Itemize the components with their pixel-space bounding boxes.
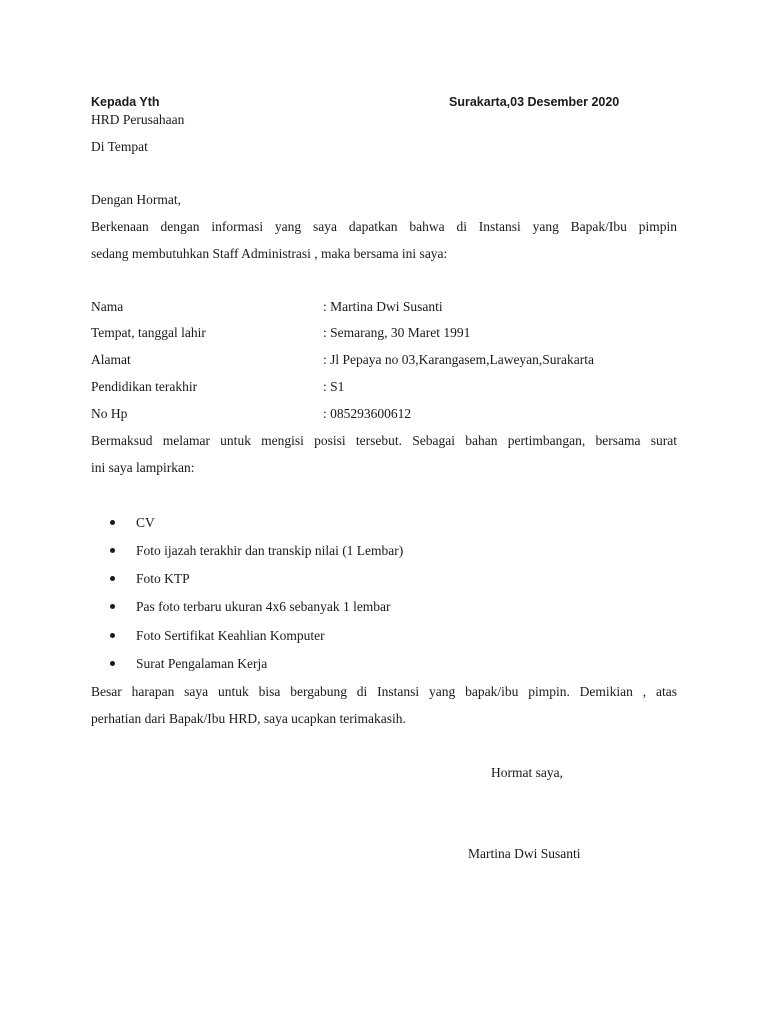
bullet-icon xyxy=(110,604,115,609)
bullet-icon xyxy=(110,576,115,581)
detail-label-pendidikan: Pendidikan terakhir xyxy=(91,379,198,394)
detail-value-ttl: : Semarang, 30 Maret 1991 xyxy=(323,325,471,340)
recipient: HRD Perusahaan xyxy=(91,112,185,127)
detail-label-nama: Nama xyxy=(91,299,124,314)
recipient-location: Di Tempat xyxy=(91,139,148,154)
closing-line-1: Besar harapan saya untuk bisa bergabung di Instansi yang bapak/ibu pimpin. Demikian , atas xyxy=(91,684,677,699)
closing-line-2: perhatian dari Bapak/Ibu HRD, saya ucapkan terimakasih. xyxy=(91,711,406,726)
place-date: Surakarta,03 Desember 2020 xyxy=(449,95,620,109)
bullet-icon xyxy=(110,661,115,666)
letter-page: Kepada Yth Surakarta,03 Desember 2020 HRD Perusahaan Di Tempat Dengan Hormat, Berkenaan dengan informasi yang saya dapatkan bahwa di Instansi yang Bapak/Ibu pimpin sedang membutuhkan Staff Administrasi , maka bersama ini saya: Nama : Martina Dwi Susanti Tempat, tanggal lahir : Semarang, 30 Maret 1991 Alamat : Jl Pepaya no 03,Karangasem,Laweyan,Surakarta Pendidikan terakhir : S1 No Hp : 085293600612 Bermaksud melamar untuk mengisi posisi tersebut. Sebagai bahan pertimbangan, bersama surat ini saya lampirkan: CV Foto ijazah terakhir dan transkip nilai (1 Lembar) Foto KTP Pas foto terbaru ukuran 4x6 sebanyak 1 lembar Foto Sertifikat Keahlian Komputer Surat Pengalaman Kerja Besar harapan saya untuk bisa bergabung di Instansi yang bapak/ibu pimpin. Demikian , atas perhatian dari Bapak/Ibu HRD, saya ucapkan terimakasih. Hormat saya, Martina Dwi Susanti xyxy=(91,95,677,861)
signature-salutation: Hormat saya, xyxy=(491,765,563,780)
intro-line-2: sedang membutuhkan Staff Administrasi , maka bersama ini saya: xyxy=(91,246,448,261)
purpose-line-2: ini saya lampirkan: xyxy=(91,460,195,475)
bullet-icon xyxy=(110,520,115,525)
detail-label-nohp: No Hp xyxy=(91,406,128,421)
bullet-icon xyxy=(110,633,115,638)
detail-label-alamat: Alamat xyxy=(91,352,131,367)
greeting: Dengan Hormat, xyxy=(91,192,181,207)
detail-value-nama: : Martina Dwi Susanti xyxy=(323,299,443,314)
recipient-label: Kepada Yth xyxy=(91,95,160,109)
intro-line-1: Berkenaan dengan informasi yang saya dapatkan bahwa di Instansi yang Bapak/Ibu pimpin xyxy=(91,219,677,234)
purpose-line-1: Bermaksud melamar untuk mengisi posisi tersebut. Sebagai bahan pertimbangan, bersama surat xyxy=(91,433,677,448)
detail-value-nohp: : 085293600612 xyxy=(323,406,412,421)
detail-value-alamat: : Jl Pepaya no 03,Karangasem,Laweyan,Surakarta xyxy=(323,352,595,367)
detail-label-ttl: Tempat, tanggal lahir xyxy=(91,325,206,340)
bullet-icon xyxy=(110,548,115,553)
detail-value-pendidikan: : S1 xyxy=(323,379,345,394)
signature-name: Martina Dwi Susanti xyxy=(468,846,581,861)
